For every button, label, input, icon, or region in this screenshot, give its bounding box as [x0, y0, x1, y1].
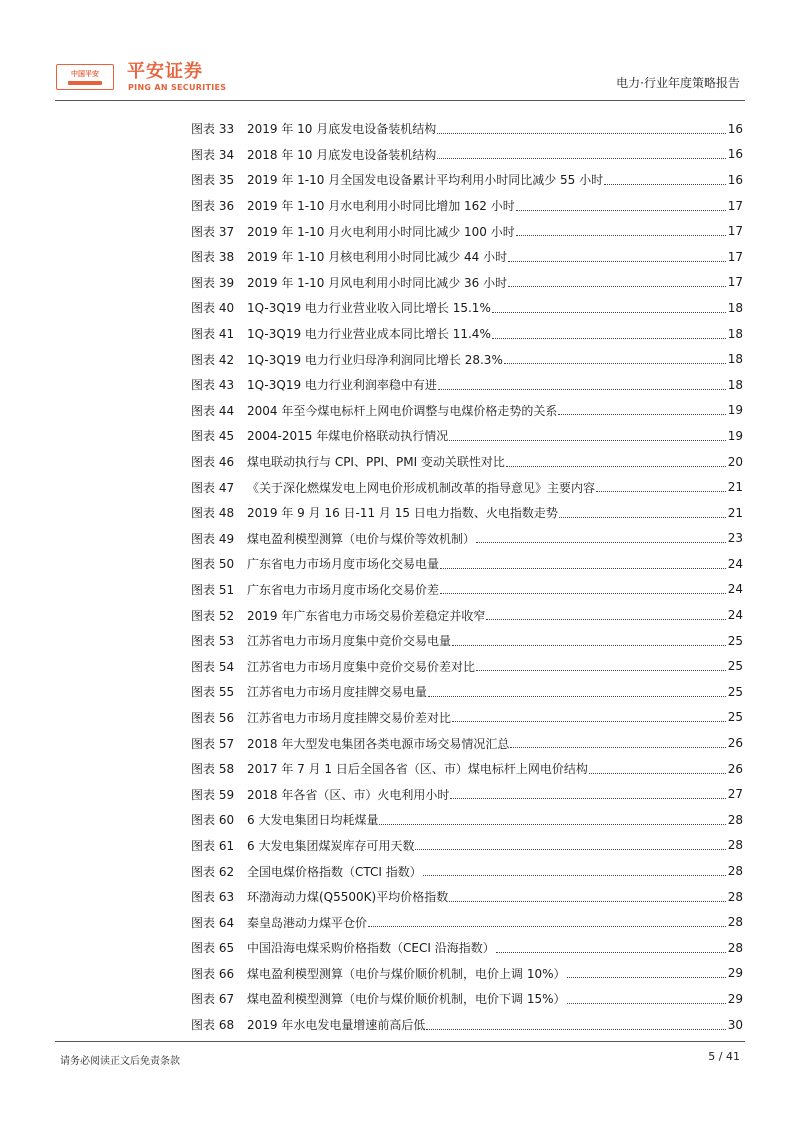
toc-entry-title: 江苏省电力市场月度集中竞价交易价差对比	[247, 659, 476, 674]
toc-dot-leader	[440, 592, 726, 594]
toc-entry-title: 秦皇岛港动力煤平仓价	[247, 915, 368, 930]
toc-entry-page: 19	[727, 403, 743, 418]
toc-entry-label: 图表 45	[191, 429, 235, 444]
toc-entry-title: 广东省电力市场月度市场化交易电量	[247, 557, 440, 572]
toc-dot-leader	[558, 413, 726, 415]
toc-entry[interactable]	[191, 628, 743, 654]
toc-entry-label: 图表 42	[191, 352, 235, 367]
toc-entry-page: 23	[727, 531, 743, 546]
toc-dot-leader	[449, 439, 726, 441]
toc-entry-title: 《关于深化燃煤发电上网电价形成机制改革的指导意见》主要内容	[247, 480, 596, 495]
toc-entry[interactable]	[191, 526, 743, 552]
toc-entry-page: 26	[727, 736, 743, 751]
toc-dot-leader	[450, 797, 726, 799]
toc-dot-leader	[510, 746, 726, 748]
toc-entry[interactable]	[191, 602, 743, 628]
toc-entry-label: 图表 38	[191, 250, 235, 265]
toc-entry[interactable]	[191, 423, 743, 449]
toc-entry-label: 图表 39	[191, 275, 235, 290]
toc-entry-page: 29	[727, 966, 743, 981]
toc-entry-page: 28	[727, 940, 743, 955]
toc-entry-title: 2019 年广东省电力市场交易价差稳定并收窄	[247, 608, 486, 623]
toc-entry-label: 图表 50	[191, 557, 235, 572]
toc-entry-title: 6 大发电集团日均耗煤量	[247, 813, 379, 828]
toc-entry-label: 图表 63	[191, 890, 235, 905]
toc-entry-page: 17	[727, 224, 743, 239]
toc-entry-title: 1Q-3Q19 电力行业营业成本同比增长 11.4%	[247, 327, 491, 342]
toc-entry[interactable]	[191, 193, 743, 219]
toc-entry-title: 煤电盈利模型测算（电价与煤价等效机制）	[247, 531, 476, 546]
toc-dot-leader	[492, 337, 726, 339]
toc-entry-page: 18	[727, 377, 743, 392]
toc-entry-title: 2018 年 10 月底发电设备装机结构	[247, 147, 437, 162]
toc-entry-page: 20	[727, 454, 743, 469]
toc-entry[interactable]	[191, 730, 743, 756]
brand-name-en: PING AN SECURITIES	[128, 83, 227, 92]
toc-entry-label: 图表 60	[191, 813, 235, 828]
toc-entry-title: 煤电联动执行与 CPI、PPI、PMI 变动关联性对比	[247, 455, 505, 470]
table-of-figures	[191, 116, 743, 1037]
toc-dot-leader	[508, 285, 726, 287]
toc-entry[interactable]	[191, 781, 743, 807]
toc-entry-label: 图表 61	[191, 838, 235, 853]
toc-dot-leader	[452, 644, 726, 646]
toc-dot-leader	[504, 362, 726, 364]
toc-dot-leader	[559, 516, 726, 518]
toc-entry-title: 江苏省电力市场月度挂牌交易电量	[247, 685, 428, 700]
toc-entry[interactable]	[191, 295, 743, 321]
toc-entry[interactable]	[191, 577, 743, 603]
toc-entry-title: 2019 年 1-10 月核电利用小时同比减少 44 小时	[247, 250, 508, 265]
brand-name-cn: 平安证券	[127, 61, 203, 82]
toc-entry-title: 全国电煤价格指数（CTCI 指数）	[247, 864, 422, 879]
toc-entry-title: 中国沿海电煤采购价格指数（CECI 沿海指数）	[247, 941, 495, 956]
ping-an-logo-icon	[56, 64, 114, 90]
toc-entry-page: 21	[727, 480, 743, 495]
toc-entry-page: 25	[727, 633, 743, 648]
toc-entry-page: 17	[727, 198, 743, 213]
toc-entry-page: 17	[727, 275, 743, 290]
toc-dot-leader	[415, 848, 726, 850]
toc-entry[interactable]	[191, 705, 743, 731]
footer-disclaimer: 请务必阅读正文后免责条款	[60, 1056, 180, 1067]
toc-entry-page: 16	[727, 121, 743, 136]
toc-entry-label: 图表 48	[191, 506, 235, 521]
toc-entry[interactable]	[191, 884, 743, 910]
toc-entry-page: 28	[727, 838, 743, 853]
toc-dot-leader	[596, 490, 726, 492]
toc-dot-leader	[368, 925, 726, 927]
toc-dot-leader	[516, 234, 726, 236]
toc-dot-leader	[506, 465, 726, 467]
toc-entry-label: 图表 47	[191, 480, 235, 495]
toc-entry-page: 25	[727, 684, 743, 699]
toc-dot-leader	[496, 951, 726, 953]
header-divider	[55, 100, 745, 101]
toc-dot-leader	[449, 900, 726, 902]
toc-entry-title: 2004 年至今煤电标杆上网电价调整与电煤价格走势的关系	[247, 403, 558, 418]
toc-entry-title: 煤电盈利模型测算（电价与煤价顺价机制，电价下调 15%）	[247, 992, 566, 1007]
toc-entry-title: 2019 年 10 月底发电设备装机结构	[247, 122, 437, 137]
toc-entry[interactable]	[191, 756, 743, 782]
toc-entry-title: 2019 年 1-10 月全国发电设备累计平均利用小时同比减少 55 小时	[247, 173, 604, 188]
toc-entry-label: 图表 68	[191, 1018, 235, 1033]
toc-entry-page: 28	[727, 889, 743, 904]
toc-entry-title: 2019 年 1-10 月风电利用小时同比减少 36 小时	[247, 275, 508, 290]
logo-badge-bar	[68, 81, 102, 85]
toc-dot-leader	[508, 260, 726, 262]
toc-entry-label: 图表 65	[191, 941, 235, 956]
toc-entry[interactable]	[191, 961, 743, 987]
toc-entry[interactable]	[191, 142, 743, 168]
toc-entry[interactable]	[191, 1012, 743, 1038]
toc-entry-label: 图表 41	[191, 327, 235, 342]
toc-dot-leader	[428, 695, 726, 697]
toc-entry-page: 25	[727, 659, 743, 674]
toc-dot-leader	[516, 209, 726, 211]
toc-dot-leader	[604, 183, 726, 185]
toc-entry-page: 24	[727, 556, 743, 571]
toc-entry-page: 16	[727, 172, 743, 187]
toc-entry[interactable]	[191, 474, 743, 500]
page-header	[0, 0, 800, 100]
toc-entry[interactable]	[191, 116, 743, 142]
toc-dot-leader	[426, 1028, 726, 1030]
logo-badge-text: 中国平安	[71, 69, 99, 78]
toc-entry-page: 30	[727, 1017, 743, 1032]
toc-entry[interactable]	[191, 653, 743, 679]
toc-entry-title: 广东省电力市场月度市场化交易价差	[247, 582, 440, 597]
toc-entry-page: 27	[727, 787, 743, 802]
toc-entry[interactable]	[191, 372, 743, 398]
toc-entry-label: 图表 58	[191, 762, 235, 777]
toc-dot-leader	[589, 772, 726, 774]
toc-dot-leader	[476, 541, 726, 543]
toc-entry-label: 图表 33	[191, 122, 235, 137]
toc-entry-page: 21	[727, 505, 743, 520]
toc-entry[interactable]	[191, 321, 743, 347]
toc-entry-label: 图表 52	[191, 608, 235, 623]
toc-dot-leader	[438, 388, 726, 390]
toc-entry[interactable]	[191, 270, 743, 296]
toc-entry-page: 17	[727, 249, 743, 264]
toc-entry[interactable]	[191, 833, 743, 859]
toc-entry-title: 6 大发电集团煤炭库存可用天数	[247, 838, 415, 853]
toc-dot-leader	[486, 618, 726, 620]
toc-dot-leader	[452, 720, 726, 722]
toc-entry-label: 图表 67	[191, 992, 235, 1007]
toc-entry[interactable]	[191, 986, 743, 1012]
toc-entry[interactable]	[191, 858, 743, 884]
toc-entry-title: 2004-2015 年煤电价格联动执行情况	[247, 429, 449, 444]
toc-dot-leader	[379, 823, 726, 825]
toc-dot-leader	[476, 669, 726, 671]
toc-entry-title: 2017 年 7 月 1 日后全国各省（区、市）煤电标杆上网电价结构	[247, 762, 588, 777]
toc-entry[interactable]	[191, 167, 743, 193]
toc-entry-label: 图表 62	[191, 864, 235, 879]
toc-entry-page: 28	[727, 864, 743, 879]
toc-entry-label: 图表 35	[191, 173, 235, 188]
toc-entry-label: 图表 37	[191, 224, 235, 239]
toc-dot-leader	[567, 1002, 727, 1004]
toc-entry-label: 图表 44	[191, 403, 235, 418]
toc-dot-leader	[567, 976, 727, 978]
toc-entry-page: 26	[727, 761, 743, 776]
toc-entry-label: 图表 66	[191, 966, 235, 981]
toc-entry-page: 18	[727, 326, 743, 341]
toc-entry-title: 2019 年 9 月 16 日-11 月 15 日电力指数、火电指数走势	[247, 506, 558, 521]
toc-entry-title: 江苏省电力市场月度集中竞价交易电量	[247, 634, 452, 649]
toc-entry-page: 29	[727, 991, 743, 1006]
toc-entry-label: 图表 54	[191, 659, 235, 674]
toc-entry-label: 图表 57	[191, 736, 235, 751]
toc-entry[interactable]	[191, 909, 743, 935]
toc-entry-title: 2019 年 1-10 月火电利用小时同比减少 100 小时	[247, 224, 515, 239]
toc-entry[interactable]	[191, 244, 743, 270]
toc-entry-title: 1Q-3Q19 电力行业归母净利润同比增长 28.3%	[247, 352, 503, 367]
toc-entry-title: 江苏省电力市场月度挂牌交易价差对比	[247, 710, 452, 725]
toc-entry-page: 19	[727, 428, 743, 443]
toc-entry-label: 图表 64	[191, 915, 235, 930]
toc-entry[interactable]	[191, 935, 743, 961]
toc-entry-title: 1Q-3Q19 电力行业营业收入同比增长 15.1%	[247, 301, 491, 316]
footer-page-number: 5 / 41	[708, 1050, 740, 1063]
toc-dot-leader	[437, 157, 726, 159]
toc-entry-label: 图表 56	[191, 710, 235, 725]
toc-entry-label: 图表 40	[191, 301, 235, 316]
toc-entry[interactable]	[191, 500, 743, 526]
report-title: 电力·行业年度策略报告	[616, 76, 740, 90]
toc-entry-label: 图表 34	[191, 147, 235, 162]
toc-entry[interactable]	[191, 398, 743, 424]
toc-entry-page: 16	[727, 147, 743, 162]
toc-entry-label: 图表 46	[191, 455, 235, 470]
toc-entry-label: 图表 51	[191, 582, 235, 597]
toc-entry[interactable]	[191, 218, 743, 244]
toc-entry-title: 1Q-3Q19 电力行业利润率稳中有进	[247, 378, 437, 393]
toc-entry[interactable]	[191, 346, 743, 372]
toc-entry-label: 图表 43	[191, 378, 235, 393]
toc-entry[interactable]	[191, 551, 743, 577]
toc-entry-page: 24	[727, 582, 743, 597]
toc-entry-label: 图表 59	[191, 787, 235, 802]
toc-entry[interactable]	[191, 807, 743, 833]
toc-entry-page: 28	[727, 812, 743, 827]
toc-entry-label: 图表 53	[191, 634, 235, 649]
footer-divider	[55, 1041, 745, 1042]
toc-entry-label: 图表 55	[191, 685, 235, 700]
toc-entry-page: 18	[727, 300, 743, 315]
toc-entry-title: 2019 年水电发电量增速前高后低	[247, 1018, 426, 1033]
toc-entry-title: 煤电盈利模型测算（电价与煤价顺价机制，电价上调 10%）	[247, 966, 566, 981]
toc-entry-page: 28	[727, 915, 743, 930]
toc-entry-title: 环渤海动力煤(Q5500K)平均价格指数	[247, 890, 449, 905]
toc-entry-title: 2019 年 1-10 月水电利用小时同比增加 162 小时	[247, 199, 515, 214]
toc-entry-label: 图表 49	[191, 531, 235, 546]
toc-entry-page: 25	[727, 710, 743, 725]
toc-dot-leader	[440, 567, 726, 569]
toc-entry[interactable]	[191, 679, 743, 705]
toc-dot-leader	[437, 132, 726, 134]
toc-entry[interactable]	[191, 449, 743, 475]
toc-dot-leader	[492, 311, 726, 313]
toc-entry-label: 图表 36	[191, 199, 235, 214]
toc-entry-page: 24	[727, 608, 743, 623]
toc-entry-title: 2018 年大型发电集团各类电源市场交易情况汇总	[247, 736, 510, 751]
toc-dot-leader	[423, 874, 726, 876]
toc-entry-page: 18	[727, 352, 743, 367]
toc-entry-title: 2018 年各省（区、市）火电利用小时	[247, 787, 450, 802]
